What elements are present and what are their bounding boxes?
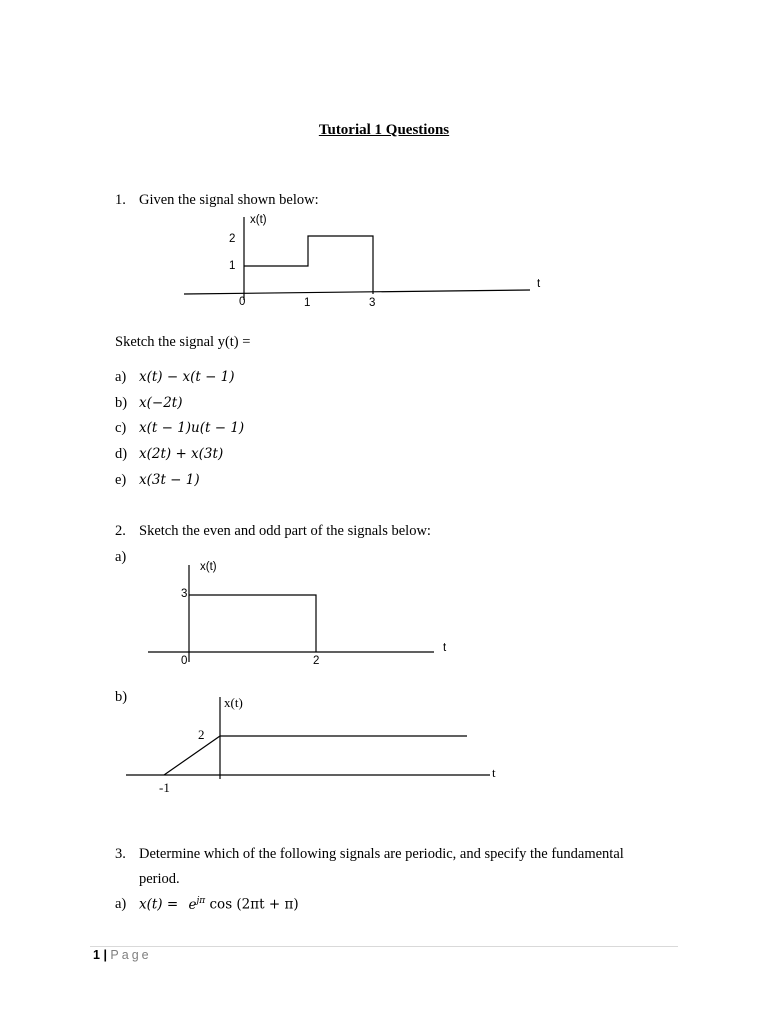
q2a-xtick-0: 0 xyxy=(181,655,188,667)
q1-number: 1. xyxy=(115,192,126,208)
q3-number: 3. xyxy=(115,846,126,862)
q1-text: Given the signal shown below: xyxy=(139,192,319,208)
q1-item-label: b) xyxy=(115,395,128,411)
q1-ytick-2: 2 xyxy=(229,233,236,245)
q2b-signal-trace xyxy=(164,736,467,775)
page-title: Tutorial 1 Questions xyxy=(318,122,450,138)
q2b-xtick-neg1: -1 xyxy=(159,780,170,795)
q2-text: Sketch the even and odd part of the signals below: xyxy=(139,523,431,539)
q1-item-expr: x(3t − 1) xyxy=(139,472,200,488)
q2-number: 2. xyxy=(115,523,126,539)
q1-xtick-1: 1 xyxy=(304,297,311,309)
q2b-xlabel: t xyxy=(492,765,496,780)
q2a-xlabel: t xyxy=(443,642,447,654)
q3a-label: a) xyxy=(115,896,127,912)
q2a-xtick-2: 2 xyxy=(313,655,320,667)
q1-xlabel: t xyxy=(537,278,541,290)
q3a-expr-sup: jπ xyxy=(196,896,206,906)
q2a-ylabel: x(t) xyxy=(200,561,217,573)
q1-ylabel: x(t) xyxy=(250,214,267,226)
footer-divider xyxy=(90,946,678,947)
page-number: 1 xyxy=(93,948,100,962)
q1-item-label: d) xyxy=(115,446,128,462)
q1-item-label: a) xyxy=(115,369,127,385)
q1-item-label: c) xyxy=(115,420,127,436)
q1-prompt: Sketch the signal y(t) = xyxy=(115,334,251,350)
q3a-expr-rest: cos (2πt + π) xyxy=(209,896,299,913)
page-footer xyxy=(93,948,152,962)
q3-text-line1: Determine which of the following signals are periodic, and specify the fundamental xyxy=(139,846,624,862)
q2b-ylabel: x(t) xyxy=(224,695,243,710)
q3a-expression xyxy=(139,896,299,913)
q1-item-expr: x(t − 1)u(t − 1) xyxy=(139,420,245,436)
q1-t-axis xyxy=(184,290,530,294)
q1-signal-trace xyxy=(244,236,373,294)
q3-text-line2: period. xyxy=(139,871,180,887)
q1-item-expr: x(t) − x(t − 1) xyxy=(139,369,235,385)
q2a-label: a) xyxy=(115,549,127,565)
page-word: Page xyxy=(110,948,152,962)
q1-xtick-0: 0 xyxy=(239,296,246,308)
q2a-ytick-3: 3 xyxy=(181,588,188,600)
q1-ytick-1: 1 xyxy=(229,260,236,272)
q1-item-label: e) xyxy=(115,472,127,488)
q2a-signal-trace xyxy=(189,595,316,652)
q3a-expr-lhs: x(t) = xyxy=(139,896,179,913)
q2b-label: b) xyxy=(115,689,128,705)
q2b-ytick-2: 2 xyxy=(198,727,205,742)
q1-item-expr: x(2t) + x(3t) xyxy=(139,446,224,462)
q1-xtick-3: 3 xyxy=(369,297,376,309)
footer-separator: | xyxy=(103,948,107,962)
q1-item-expr: x(−2t) xyxy=(139,395,183,411)
q3a-expr-base: e xyxy=(188,896,197,913)
